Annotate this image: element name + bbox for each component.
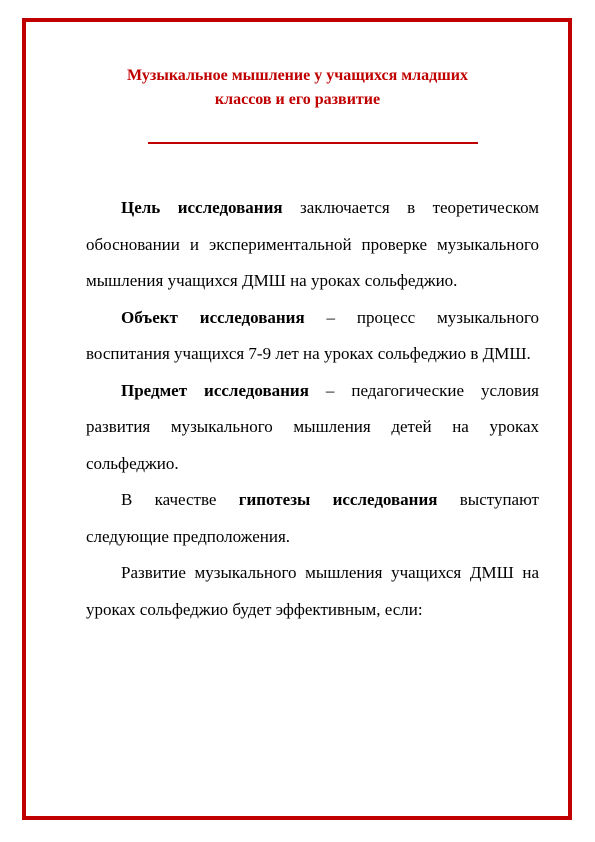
research-subject-text: – педагогические условия развития музыкального мышления детей на уроках сольфеджио. bbox=[86, 380, 539, 473]
paragraph-research-goal bbox=[86, 190, 539, 300]
research-goal-text: заключается в теоретическом обосновании и экспериментальной проверке музыкального мышления учащихся ДМШ на уроках сольфеджио. bbox=[86, 198, 540, 290]
research-object-text: – процесс музыкального воспитания учащихся 7-9 лет на уроках сольфеджио в ДМШ. bbox=[86, 307, 540, 363]
paragraph-research-object bbox=[86, 300, 539, 373]
document-body bbox=[86, 190, 539, 628]
paragraph-hypothesis bbox=[86, 482, 539, 555]
title-underline-rule bbox=[148, 142, 478, 144]
condition-text: Развитие музыкального мышления учащихся ДМШ на уроках сольфеджио будет эффективным, если: bbox=[86, 563, 539, 619]
paragraph-research-subject bbox=[86, 373, 539, 483]
term-hypothesis: гипотезы исследования bbox=[238, 490, 438, 509]
term-research-object: Объект исследования bbox=[121, 307, 305, 327]
hypothesis-prefix: В качестве bbox=[121, 490, 239, 509]
paragraph-condition bbox=[86, 555, 539, 628]
term-research-goal: Цель исследования bbox=[121, 198, 283, 217]
term-research-subject: Предмет исследования bbox=[121, 380, 309, 400]
document-title: Музыкальное мышление у учащихся младших классов и его развитие bbox=[127, 67, 468, 108]
hypothesis-text: выступают следующие предположения. bbox=[86, 490, 539, 546]
